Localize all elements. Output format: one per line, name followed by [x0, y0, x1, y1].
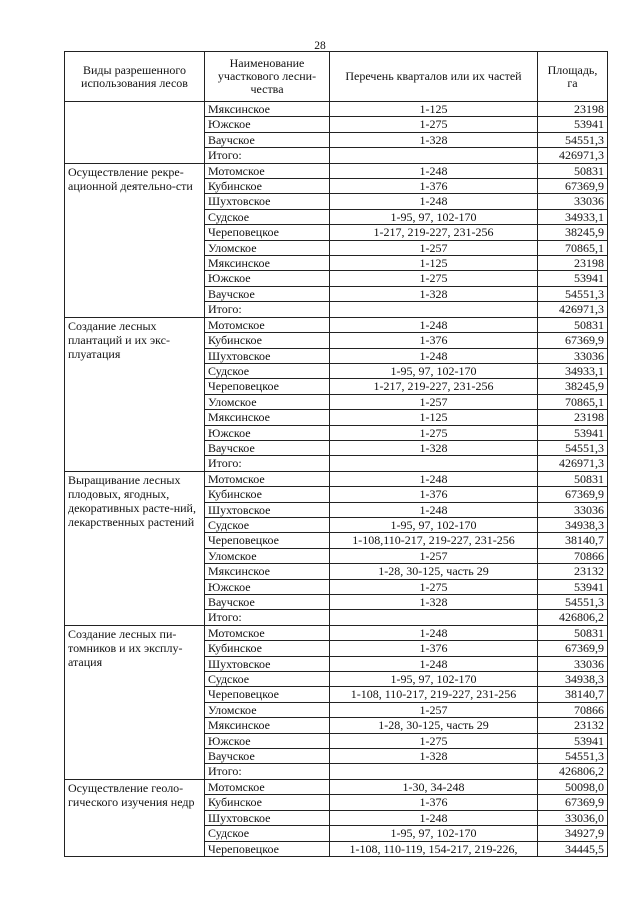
forestry-name-cell: Ваучское: [205, 749, 330, 764]
forestry-name-cell: Мяксинское: [205, 718, 330, 733]
quarters-cell: 1-328: [330, 132, 538, 147]
total-label: Итого:: [205, 610, 330, 625]
area-cell: 53941: [538, 579, 608, 594]
total-label: Итого:: [205, 302, 330, 317]
area-cell: 33036: [538, 656, 608, 671]
quarters-cell: 1-95, 97, 102-170: [330, 363, 538, 378]
forest-use-table: [64, 51, 608, 857]
area-cell: 50098,0: [538, 779, 608, 794]
quarters-cell: 1-95, 97, 102-170: [330, 517, 538, 532]
quarters-cell: 1-275: [330, 733, 538, 748]
total-value: 426971,3: [538, 302, 608, 317]
area-cell: 70865,1: [538, 394, 608, 409]
quarters-cell: 1-248: [330, 317, 538, 332]
forestry-name-cell: Череповецкое: [205, 687, 330, 702]
quarters-cell: 1-275: [330, 117, 538, 132]
quarters-cell: 1-248: [330, 656, 538, 671]
forestry-name-cell: Кубинское: [205, 487, 330, 502]
table-row: [65, 471, 608, 486]
area-cell: 34933,1: [538, 363, 608, 378]
forestry-name-cell: Череповецкое: [205, 379, 330, 394]
area-cell: 54551,3: [538, 440, 608, 455]
forestry-name-cell: Череповецкое: [205, 533, 330, 548]
quarters-cell: 1-376: [330, 179, 538, 194]
forestry-name-cell: Судское: [205, 517, 330, 532]
area-cell: 53941: [538, 733, 608, 748]
forestry-name-cell: Судское: [205, 826, 330, 841]
area-cell: 33036: [538, 502, 608, 517]
forestry-name-cell: Кубинское: [205, 333, 330, 348]
forestry-name-cell: Мотомское: [205, 317, 330, 332]
quarters-cell: 1-328: [330, 440, 538, 455]
area-cell: 34938,3: [538, 672, 608, 687]
forestry-name-cell: Мотомское: [205, 625, 330, 640]
area-cell: 70866: [538, 702, 608, 717]
area-cell: 53941: [538, 425, 608, 440]
area-cell: 34927,9: [538, 826, 608, 841]
forestry-name-cell: Южское: [205, 579, 330, 594]
area-cell: 54551,3: [538, 595, 608, 610]
total-label: Итого:: [205, 148, 330, 163]
area-cell: 50831: [538, 625, 608, 640]
total-label: Итого:: [205, 764, 330, 779]
forestry-name-cell: Ваучское: [205, 132, 330, 147]
quarters-cell: 1-95, 97, 102-170: [330, 209, 538, 224]
area-cell: 53941: [538, 271, 608, 286]
use-kind-cell: Создание лесных плантаций и их экс-плуатация: [65, 317, 205, 471]
forestry-name-cell: Южское: [205, 733, 330, 748]
quarters-cell: 1-95, 97, 102-170: [330, 672, 538, 687]
empty-cell: [330, 302, 538, 317]
forestry-name-cell: Южское: [205, 271, 330, 286]
quarters-cell: 1-275: [330, 271, 538, 286]
total-value: 426806,2: [538, 610, 608, 625]
area-cell: 54551,3: [538, 749, 608, 764]
forestry-name-cell: Судское: [205, 209, 330, 224]
forestry-name-cell: Ваучское: [205, 440, 330, 455]
area-cell: 67369,9: [538, 179, 608, 194]
forestry-name-cell: Южское: [205, 117, 330, 132]
page-number: 28: [314, 40, 326, 52]
area-cell: 23198: [538, 256, 608, 271]
use-kind-cell: Осуществление геоло-гического изучения недр: [65, 779, 205, 856]
table-row: [65, 625, 608, 640]
quarters-cell: 1-108, 110-217, 219-227, 231-256: [330, 687, 538, 702]
area-cell: 50831: [538, 317, 608, 332]
forestry-name-cell: Кубинское: [205, 795, 330, 810]
quarters-cell: 1-328: [330, 286, 538, 301]
empty-cell: [330, 148, 538, 163]
forestry-name-cell: Шухтовское: [205, 194, 330, 209]
quarters-cell: 1-328: [330, 595, 538, 610]
forestry-name-cell: Ваучское: [205, 286, 330, 301]
forestry-name-cell: Шухтовское: [205, 502, 330, 517]
quarters-cell: 1-248: [330, 502, 538, 517]
total-value: 426806,2: [538, 764, 608, 779]
area-cell: 38245,9: [538, 379, 608, 394]
quarters-cell: 1-28, 30-125, часть 29: [330, 718, 538, 733]
use-kind-cell: Создание лесных пи-томников и их эксплу-атация: [65, 625, 205, 779]
forestry-name-cell: Ваучское: [205, 595, 330, 610]
quarters-cell: 1-95, 97, 102-170: [330, 826, 538, 841]
use-kind-cell: Осуществление рекре-ационной деятельно-сти: [65, 163, 205, 317]
header-quarters: Перечень кварталов или их частей: [330, 52, 538, 102]
quarters-cell: 1-248: [330, 194, 538, 209]
quarters-cell: 1-125: [330, 410, 538, 425]
table-body: [65, 102, 608, 857]
quarters-cell: 1-376: [330, 641, 538, 656]
area-cell: 34938,3: [538, 517, 608, 532]
area-cell: 54551,3: [538, 132, 608, 147]
forestry-name-cell: Шухтовское: [205, 656, 330, 671]
quarters-cell: 1-376: [330, 487, 538, 502]
forestry-name-cell: Уломское: [205, 702, 330, 717]
forestry-name-cell: Уломское: [205, 394, 330, 409]
quarters-cell: 1-376: [330, 333, 538, 348]
quarters-cell: 1-125: [330, 256, 538, 271]
quarters-cell: 1-248: [330, 471, 538, 486]
area-cell: 34445,5: [538, 841, 608, 856]
header-kind: Виды разрешенного использования лесов: [65, 52, 205, 102]
area-cell: 67369,9: [538, 795, 608, 810]
quarters-cell: 1-248: [330, 348, 538, 363]
table-row: [65, 317, 608, 332]
use-kind-cell: [65, 102, 205, 164]
empty-cell: [330, 764, 538, 779]
table-row: [65, 163, 608, 178]
forestry-name-cell: Череповецкое: [205, 841, 330, 856]
forestry-name-cell: Мотомское: [205, 471, 330, 486]
table-header-row: [65, 52, 608, 102]
empty-cell: [330, 456, 538, 471]
empty-cell: [330, 610, 538, 625]
quarters-cell: 1-108,110-217, 219-227, 231-256: [330, 533, 538, 548]
forestry-name-cell: Южское: [205, 425, 330, 440]
area-cell: 23132: [538, 564, 608, 579]
quarters-cell: 1-376: [330, 795, 538, 810]
area-cell: 67369,9: [538, 333, 608, 348]
quarters-cell: 1-30, 34-248: [330, 779, 538, 794]
quarters-cell: 1-257: [330, 240, 538, 255]
use-kind-cell: Выращивание лесных плодовых, ягодных, декоративных расте-ний, лекарственных растений: [65, 471, 205, 625]
quarters-cell: 1-248: [330, 810, 538, 825]
area-cell: 50831: [538, 471, 608, 486]
quarters-cell: 1-28, 30-125, часть 29: [330, 564, 538, 579]
table-row: [65, 779, 608, 794]
quarters-cell: 1-108, 110-119, 154-217, 219-226,: [330, 841, 538, 856]
forestry-name-cell: Кубинское: [205, 179, 330, 194]
forestry-name-cell: Кубинское: [205, 641, 330, 656]
total-label: Итого:: [205, 456, 330, 471]
forestry-name-cell: Мяксинское: [205, 564, 330, 579]
forestry-name-cell: Судское: [205, 363, 330, 378]
area-cell: 38140,7: [538, 533, 608, 548]
forestry-name-cell: Шухтовское: [205, 810, 330, 825]
quarters-cell: 1-257: [330, 394, 538, 409]
forestry-name-cell: Мяксинское: [205, 410, 330, 425]
area-cell: 67369,9: [538, 641, 608, 656]
forestry-name-cell: Уломское: [205, 548, 330, 563]
forestry-name-cell: Мяксинское: [205, 256, 330, 271]
area-cell: 33036: [538, 194, 608, 209]
forestry-name-cell: Уломское: [205, 240, 330, 255]
quarters-cell: 1-217, 219-227, 231-256: [330, 225, 538, 240]
forestry-name-cell: Мяксинское: [205, 102, 330, 117]
quarters-cell: 1-257: [330, 548, 538, 563]
area-cell: 33036,0: [538, 810, 608, 825]
forestry-name-cell: Судское: [205, 672, 330, 687]
quarters-cell: 1-328: [330, 749, 538, 764]
total-value: 426971,3: [538, 456, 608, 471]
area-cell: 23132: [538, 718, 608, 733]
table-row: [65, 102, 608, 117]
area-cell: 23198: [538, 102, 608, 117]
quarters-cell: 1-248: [330, 163, 538, 178]
area-cell: 53941: [538, 117, 608, 132]
area-cell: 50831: [538, 163, 608, 178]
quarters-cell: 1-257: [330, 702, 538, 717]
area-cell: 70865,1: [538, 240, 608, 255]
area-cell: 38245,9: [538, 225, 608, 240]
forestry-name-cell: Череповецкое: [205, 225, 330, 240]
forestry-name-cell: Мотомское: [205, 779, 330, 794]
forestry-name-cell: Шухтовское: [205, 348, 330, 363]
quarters-cell: 1-125: [330, 102, 538, 117]
area-cell: 23198: [538, 410, 608, 425]
header-forestry: Наименование участкового лесни-чества: [205, 52, 330, 102]
area-cell: 33036: [538, 348, 608, 363]
total-value: 426971,3: [538, 148, 608, 163]
quarters-cell: 1-248: [330, 625, 538, 640]
area-cell: 54551,3: [538, 286, 608, 301]
area-cell: 67369,9: [538, 487, 608, 502]
quarters-cell: 1-275: [330, 579, 538, 594]
quarters-cell: 1-275: [330, 425, 538, 440]
quarters-cell: 1-217, 219-227, 231-256: [330, 379, 538, 394]
header-area: Площадь, га: [538, 52, 608, 102]
area-cell: 38140,7: [538, 687, 608, 702]
forestry-name-cell: Мотомское: [205, 163, 330, 178]
area-cell: 34933,1: [538, 209, 608, 224]
area-cell: 70866: [538, 548, 608, 563]
